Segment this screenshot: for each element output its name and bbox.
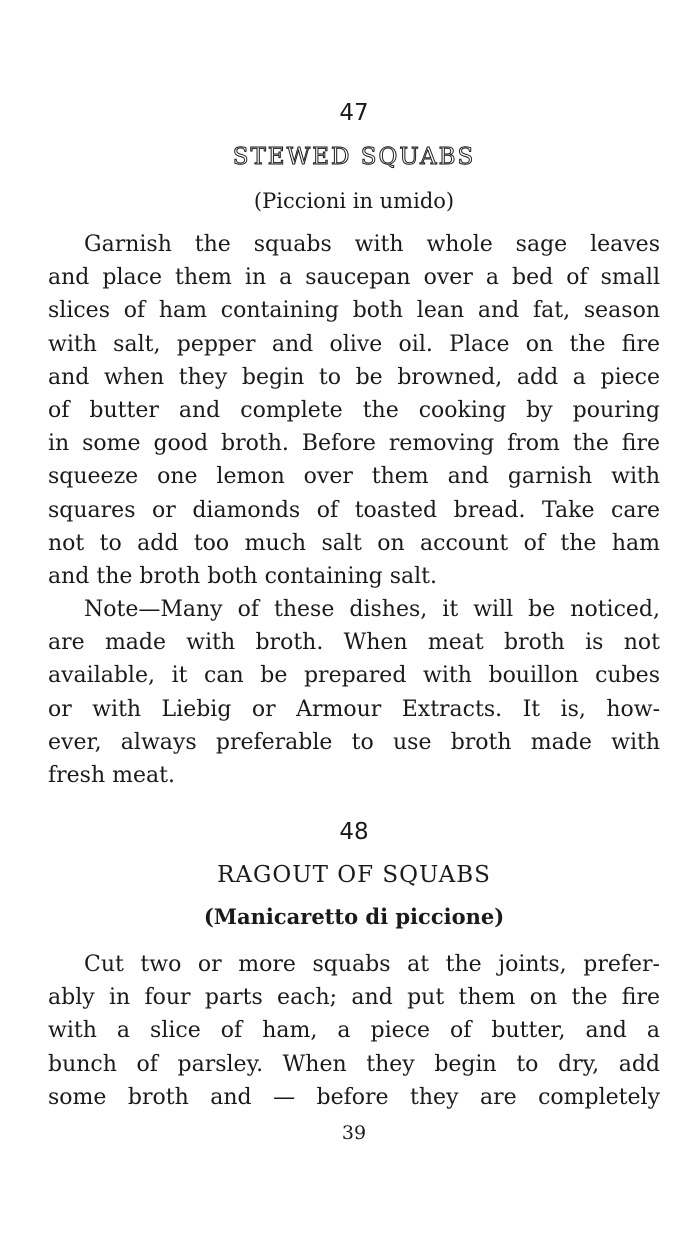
text-line: bunch of parsley. When they begin to dry, add (48, 1051, 660, 1077)
note-line: are made with broth. When meat broth is not (48, 630, 660, 656)
recipe-number-48: 48 (339, 819, 369, 845)
text-line: some broth and — before they are completely (48, 1084, 660, 1110)
recipe-48-body (48, 948, 660, 1114)
text-line: squeeze one lemon over them and garnish with (48, 464, 660, 490)
note-line: Note—Many of these dishes, it will be noticed, (84, 597, 660, 622)
recipe-title-ragout-of-squabs: RAGOUT OF SQUABS (217, 862, 491, 888)
recipe-subtitle-piccioni: (Piccioni in umido) (253, 189, 455, 213)
recipe-number-47: 47 (339, 100, 369, 126)
text-line: Garnish the squabs with whole sage leaves (84, 232, 660, 257)
text-line: slices of ham containing both lean and fat, season (48, 298, 660, 324)
note-line: ever, always preferable to use broth made with (48, 729, 660, 755)
text-line: of butter and complete the cooking by pouring (48, 397, 660, 423)
note-line: available, it can be prepared with bouillon cubes (48, 663, 660, 689)
text-line: with a slice of ham, a piece of butter, and a (48, 1018, 660, 1044)
text-line: and place them in a saucepan over a bed of small (48, 265, 660, 291)
text-line: and when they begin to be browned, add a piece (48, 364, 660, 390)
recipe-title-stewed-squabs: STEWED SQUABS (232, 144, 476, 170)
note-line: or with Liebig or Armour Extracts. It is, how- (48, 696, 660, 722)
text-line: squares or diamonds of toasted bread. Take care (48, 497, 660, 523)
note-line: fresh meat. (48, 762, 175, 788)
recipe-47-note (48, 593, 660, 792)
page-number: 39 (341, 1122, 367, 1144)
text-line: not to add too much salt on account of the ham (48, 530, 660, 556)
text-line: and the broth both containing salt. (48, 563, 438, 589)
recipe-47-body (48, 228, 660, 593)
text-line: in some good broth. Before removing from the fire (48, 431, 660, 457)
text-line: with salt, pepper and olive oil. Place on the fire (48, 331, 660, 357)
text-line: Cut two or more squabs at the joints, prefer- (84, 952, 660, 977)
text-line: ably in four parts each; and put them on the fire (48, 985, 660, 1011)
recipe-subtitle-manicaretto: (Manicaretto di piccione) (203, 904, 505, 929)
